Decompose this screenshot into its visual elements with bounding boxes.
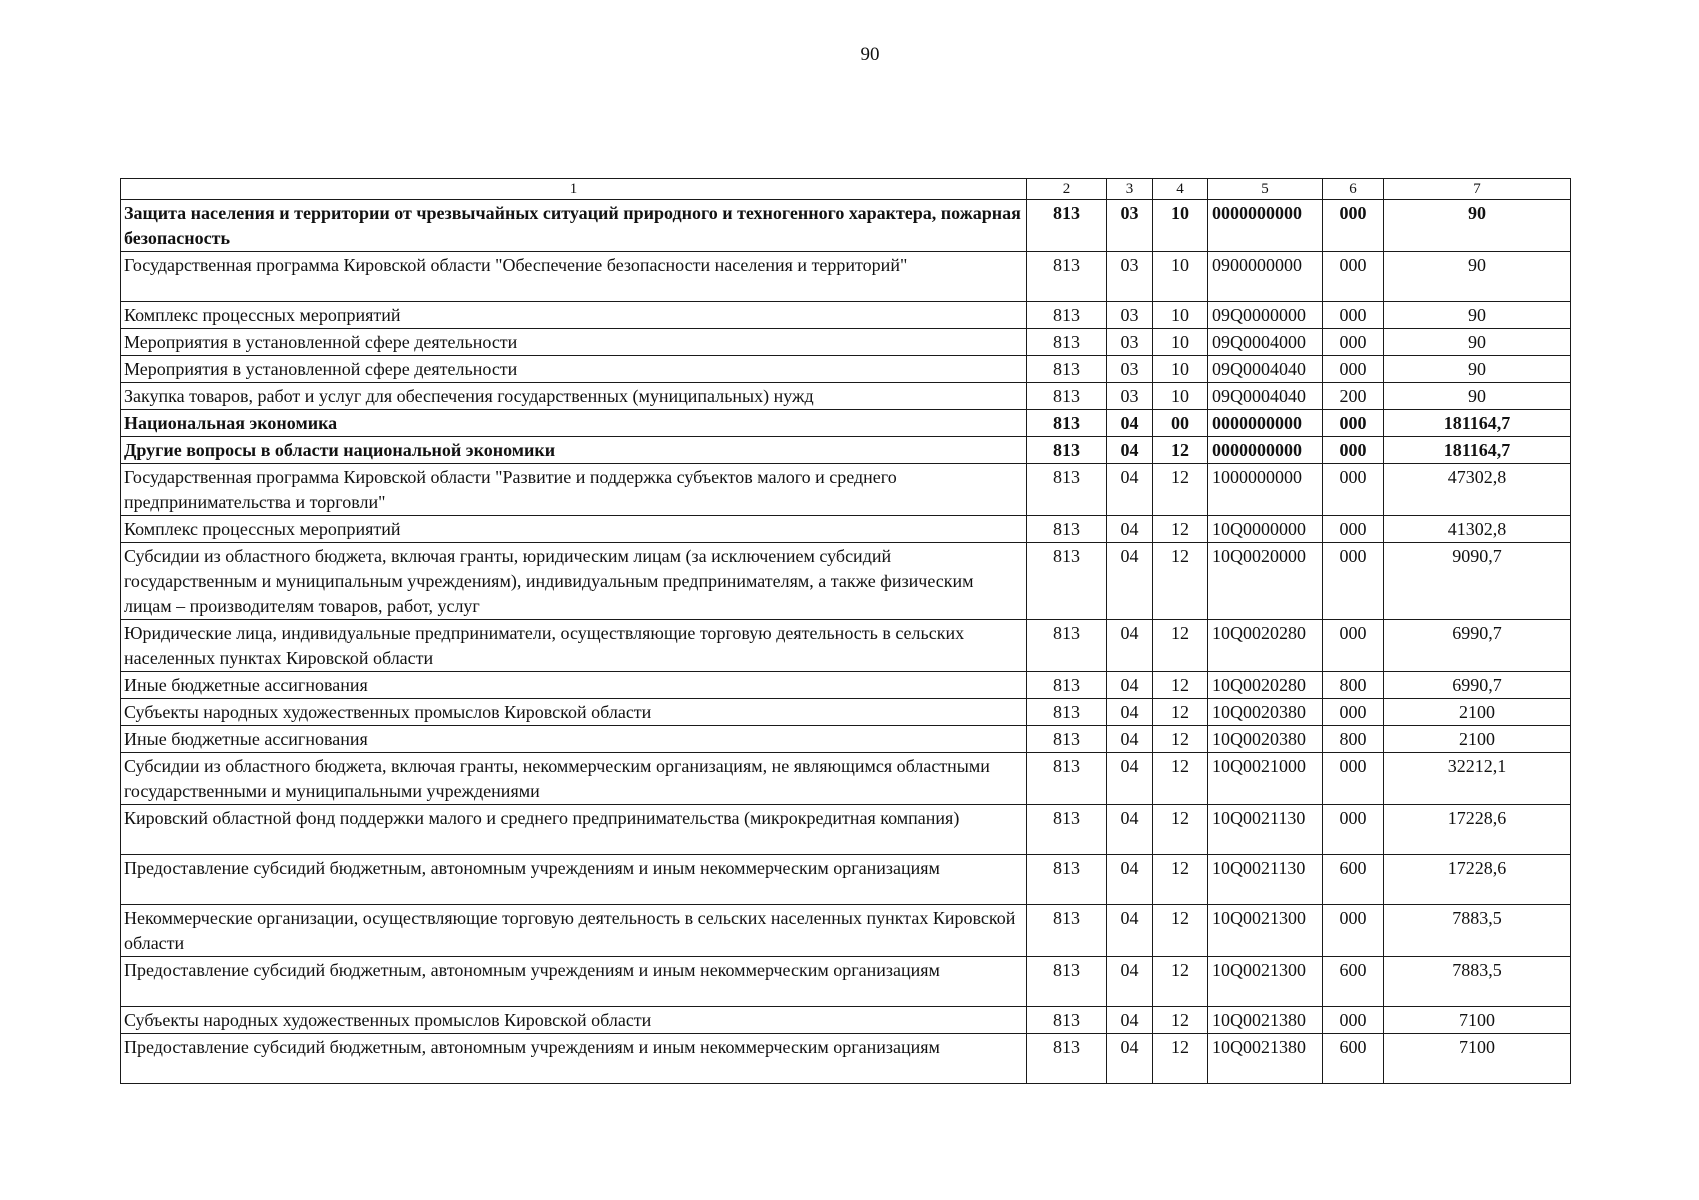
ministry-code-cell: 813 [1027, 620, 1107, 672]
ministry-code-cell: 813 [1027, 726, 1107, 753]
row-name-cell: Мероприятия в установленной сфере деятельности [121, 329, 1027, 356]
ministry-code-cell: 813 [1027, 329, 1107, 356]
row-name-cell: Государственная программа Кировской области "Развитие и поддержка субъектов малого и среднего предпринимательства и торговли" [121, 464, 1027, 516]
subsection-code-cell: 12 [1153, 620, 1208, 672]
expense-type-cell: 600 [1323, 957, 1384, 1007]
expense-type-cell: 000 [1323, 200, 1384, 252]
subsection-code-cell: 12 [1153, 753, 1208, 805]
row-name-cell: Предоставление субсидий бюджетным, автономным учреждениям и иным некоммерческим организациям [121, 855, 1027, 905]
target-article-cell: 09Q0004040 [1208, 383, 1323, 410]
row-name-cell: Комплекс процессных мероприятий [121, 516, 1027, 543]
header-cell: 6 [1323, 179, 1384, 200]
section-code-cell: 03 [1107, 329, 1153, 356]
row-name-cell: Иные бюджетные ассигнования [121, 726, 1027, 753]
subsection-code-cell: 10 [1153, 252, 1208, 302]
section-code-cell: 04 [1107, 699, 1153, 726]
expense-type-cell: 800 [1323, 672, 1384, 699]
row-name-cell: Предоставление субсидий бюджетным, автономным учреждениям и иным некоммерческим организациям [121, 1034, 1027, 1084]
expense-type-cell: 000 [1323, 252, 1384, 302]
row-name-cell: Субсидии из областного бюджета, включая гранты, некоммерческим организациям, не являющимся областными государственными и муниципальными учреждениями [121, 753, 1027, 805]
table-row [121, 200, 1571, 252]
amount-cell: 181164,7 [1384, 437, 1571, 464]
subsection-code-cell: 12 [1153, 855, 1208, 905]
ministry-code-cell: 813 [1027, 1007, 1107, 1034]
amount-cell: 7100 [1384, 1007, 1571, 1034]
ministry-code-cell: 813 [1027, 753, 1107, 805]
expense-type-cell: 000 [1323, 437, 1384, 464]
section-code-cell: 03 [1107, 302, 1153, 329]
page-number: 90 [860, 44, 880, 65]
subsection-code-cell: 12 [1153, 699, 1208, 726]
row-name-cell: Некоммерческие организации, осуществляющие торговую деятельность в сельских населенных пунктах Кировской области [121, 905, 1027, 957]
section-code-cell: 04 [1107, 543, 1153, 620]
row-name-cell: Комплекс процессных мероприятий [121, 302, 1027, 329]
amount-cell: 90 [1384, 252, 1571, 302]
row-name-cell: Мероприятия в установленной сфере деятельности [121, 356, 1027, 383]
row-name-cell: Юридические лица, индивидуальные предприниматели, осуществляющие торговую деятельность в сельских населенных пунктах Кировской области [121, 620, 1027, 672]
subsection-code-cell: 12 [1153, 805, 1208, 855]
target-article-cell: 10Q0020280 [1208, 672, 1323, 699]
ministry-code-cell: 813 [1027, 302, 1107, 329]
table-row [121, 410, 1571, 437]
amount-cell: 6990,7 [1384, 620, 1571, 672]
row-name-cell: Национальная экономика [121, 410, 1027, 437]
subsection-code-cell: 10 [1153, 302, 1208, 329]
ministry-code-cell: 813 [1027, 855, 1107, 905]
ministry-code-cell: 813 [1027, 805, 1107, 855]
budget-table [120, 178, 1571, 1084]
section-code-cell: 04 [1107, 464, 1153, 516]
target-article-cell: 09Q0004000 [1208, 329, 1323, 356]
expense-type-cell: 000 [1323, 464, 1384, 516]
table-row [121, 437, 1571, 464]
subsection-code-cell: 12 [1153, 464, 1208, 516]
expense-type-cell: 000 [1323, 543, 1384, 620]
table-row [121, 753, 1571, 805]
section-code-cell: 04 [1107, 672, 1153, 699]
header-cell: 4 [1153, 179, 1208, 200]
amount-cell: 90 [1384, 356, 1571, 383]
section-code-cell: 04 [1107, 410, 1153, 437]
subsection-code-cell: 12 [1153, 1034, 1208, 1084]
subsection-code-cell: 10 [1153, 329, 1208, 356]
subsection-code-cell: 00 [1153, 410, 1208, 437]
table-row [121, 726, 1571, 753]
amount-cell: 47302,8 [1384, 464, 1571, 516]
ministry-code-cell: 813 [1027, 957, 1107, 1007]
target-article-cell: 1000000000 [1208, 464, 1323, 516]
section-code-cell: 04 [1107, 1007, 1153, 1034]
section-code-cell: 04 [1107, 620, 1153, 672]
table-row [121, 252, 1571, 302]
subsection-code-cell: 12 [1153, 437, 1208, 464]
row-name-cell: Предоставление субсидий бюджетным, автономным учреждениям и иным некоммерческим организациям [121, 957, 1027, 1007]
subsection-code-cell: 12 [1153, 957, 1208, 1007]
expense-type-cell: 000 [1323, 753, 1384, 805]
ministry-code-cell: 813 [1027, 699, 1107, 726]
ministry-code-cell: 813 [1027, 905, 1107, 957]
table-row [121, 543, 1571, 620]
amount-cell: 9090,7 [1384, 543, 1571, 620]
table-row [121, 1034, 1571, 1084]
expense-type-cell: 000 [1323, 1007, 1384, 1034]
section-code-cell: 04 [1107, 753, 1153, 805]
section-code-cell: 03 [1107, 200, 1153, 252]
subsection-code-cell: 10 [1153, 356, 1208, 383]
section-code-cell: 03 [1107, 252, 1153, 302]
expense-type-cell: 800 [1323, 726, 1384, 753]
header-cell: 2 [1027, 179, 1107, 200]
amount-cell: 181164,7 [1384, 410, 1571, 437]
target-article-cell: 0000000000 [1208, 200, 1323, 252]
row-name-cell: Иные бюджетные ассигнования [121, 672, 1027, 699]
header-cell: 1 [121, 179, 1027, 200]
expense-type-cell: 000 [1323, 620, 1384, 672]
row-name-cell: Закупка товаров, работ и услуг для обеспечения государственных (муниципальных) нужд [121, 383, 1027, 410]
subsection-code-cell: 12 [1153, 672, 1208, 699]
ministry-code-cell: 813 [1027, 1034, 1107, 1084]
target-article-cell: 10Q0021000 [1208, 753, 1323, 805]
table-row [121, 855, 1571, 905]
target-article-cell: 10Q0021130 [1208, 805, 1323, 855]
row-name-cell: Государственная программа Кировской области "Обеспечение безопасности населения и территорий" [121, 252, 1027, 302]
ministry-code-cell: 813 [1027, 356, 1107, 383]
amount-cell: 90 [1384, 329, 1571, 356]
expense-type-cell: 000 [1323, 516, 1384, 543]
ministry-code-cell: 813 [1027, 543, 1107, 620]
amount-cell: 41302,8 [1384, 516, 1571, 543]
section-code-cell: 04 [1107, 855, 1153, 905]
amount-cell: 32212,1 [1384, 753, 1571, 805]
target-article-cell: 10Q0000000 [1208, 516, 1323, 543]
expense-type-cell: 600 [1323, 855, 1384, 905]
header-cell: 3 [1107, 179, 1153, 200]
amount-cell: 7100 [1384, 1034, 1571, 1084]
section-code-cell: 03 [1107, 383, 1153, 410]
section-code-cell: 04 [1107, 805, 1153, 855]
subsection-code-cell: 10 [1153, 200, 1208, 252]
expense-type-cell: 000 [1323, 302, 1384, 329]
header-cell: 5 [1208, 179, 1323, 200]
table-row [121, 1007, 1571, 1034]
amount-cell: 2100 [1384, 726, 1571, 753]
expense-type-cell: 000 [1323, 329, 1384, 356]
table-row [121, 699, 1571, 726]
expense-type-cell: 000 [1323, 356, 1384, 383]
amount-cell: 7883,5 [1384, 957, 1571, 1007]
expense-type-cell: 000 [1323, 905, 1384, 957]
table-header-row [121, 179, 1571, 200]
target-article-cell: 10Q0021300 [1208, 957, 1323, 1007]
expense-type-cell: 000 [1323, 805, 1384, 855]
row-name-cell: Субъекты народных художественных промыслов Кировской области [121, 699, 1027, 726]
table-row [121, 464, 1571, 516]
section-code-cell: 03 [1107, 356, 1153, 383]
subsection-code-cell: 12 [1153, 543, 1208, 620]
target-article-cell: 10Q0020000 [1208, 543, 1323, 620]
target-article-cell: 10Q0021380 [1208, 1007, 1323, 1034]
amount-cell: 17228,6 [1384, 805, 1571, 855]
amount-cell: 17228,6 [1384, 855, 1571, 905]
ministry-code-cell: 813 [1027, 672, 1107, 699]
expense-type-cell: 000 [1323, 410, 1384, 437]
target-article-cell: 10Q0020380 [1208, 699, 1323, 726]
table-row [121, 957, 1571, 1007]
section-code-cell: 04 [1107, 957, 1153, 1007]
target-article-cell: 10Q0020280 [1208, 620, 1323, 672]
target-article-cell: 10Q0021300 [1208, 905, 1323, 957]
ministry-code-cell: 813 [1027, 437, 1107, 464]
header-cell: 7 [1384, 179, 1571, 200]
target-article-cell: 10Q0021130 [1208, 855, 1323, 905]
target-article-cell: 09Q0000000 [1208, 302, 1323, 329]
subsection-code-cell: 12 [1153, 1007, 1208, 1034]
table-row [121, 620, 1571, 672]
subsection-code-cell: 10 [1153, 383, 1208, 410]
ministry-code-cell: 813 [1027, 383, 1107, 410]
amount-cell: 90 [1384, 200, 1571, 252]
ministry-code-cell: 813 [1027, 410, 1107, 437]
row-name-cell: Защита населения и территории от чрезвычайных ситуаций природного и техногенного характера, пожарная безопасность [121, 200, 1027, 252]
table-row [121, 356, 1571, 383]
subsection-code-cell: 12 [1153, 516, 1208, 543]
section-code-cell: 04 [1107, 1034, 1153, 1084]
table-row [121, 383, 1571, 410]
ministry-code-cell: 813 [1027, 200, 1107, 252]
target-article-cell: 0000000000 [1208, 410, 1323, 437]
target-article-cell: 0900000000 [1208, 252, 1323, 302]
amount-cell: 6990,7 [1384, 672, 1571, 699]
expense-type-cell: 200 [1323, 383, 1384, 410]
table-row [121, 302, 1571, 329]
ministry-code-cell: 813 [1027, 252, 1107, 302]
table-row [121, 672, 1571, 699]
table-row [121, 905, 1571, 957]
table-row [121, 329, 1571, 356]
subsection-code-cell: 12 [1153, 726, 1208, 753]
section-code-cell: 04 [1107, 905, 1153, 957]
expense-type-cell: 000 [1323, 699, 1384, 726]
target-article-cell: 09Q0004040 [1208, 356, 1323, 383]
row-name-cell: Другие вопросы в области национальной экономики [121, 437, 1027, 464]
target-article-cell: 0000000000 [1208, 437, 1323, 464]
amount-cell: 7883,5 [1384, 905, 1571, 957]
ministry-code-cell: 813 [1027, 464, 1107, 516]
row-name-cell: Субсидии из областного бюджета, включая гранты, юридическим лицам (за исключением субсидий государственным и муниципальным учреждениям), индивидуальным предпринимателям, а также физическим лицам – производителям товаров, работ, услуг [121, 543, 1027, 620]
section-code-cell: 04 [1107, 516, 1153, 543]
row-name-cell: Кировский областной фонд поддержки малого и среднего предпринимательства (микрокредитная компания) [121, 805, 1027, 855]
table-row [121, 516, 1571, 543]
section-code-cell: 04 [1107, 437, 1153, 464]
target-article-cell: 10Q0020380 [1208, 726, 1323, 753]
subsection-code-cell: 12 [1153, 905, 1208, 957]
amount-cell: 90 [1384, 383, 1571, 410]
target-article-cell: 10Q0021380 [1208, 1034, 1323, 1084]
table-row [121, 805, 1571, 855]
section-code-cell: 04 [1107, 726, 1153, 753]
expense-type-cell: 600 [1323, 1034, 1384, 1084]
amount-cell: 90 [1384, 302, 1571, 329]
ministry-code-cell: 813 [1027, 516, 1107, 543]
amount-cell: 2100 [1384, 699, 1571, 726]
row-name-cell: Субъекты народных художественных промыслов Кировской области [121, 1007, 1027, 1034]
